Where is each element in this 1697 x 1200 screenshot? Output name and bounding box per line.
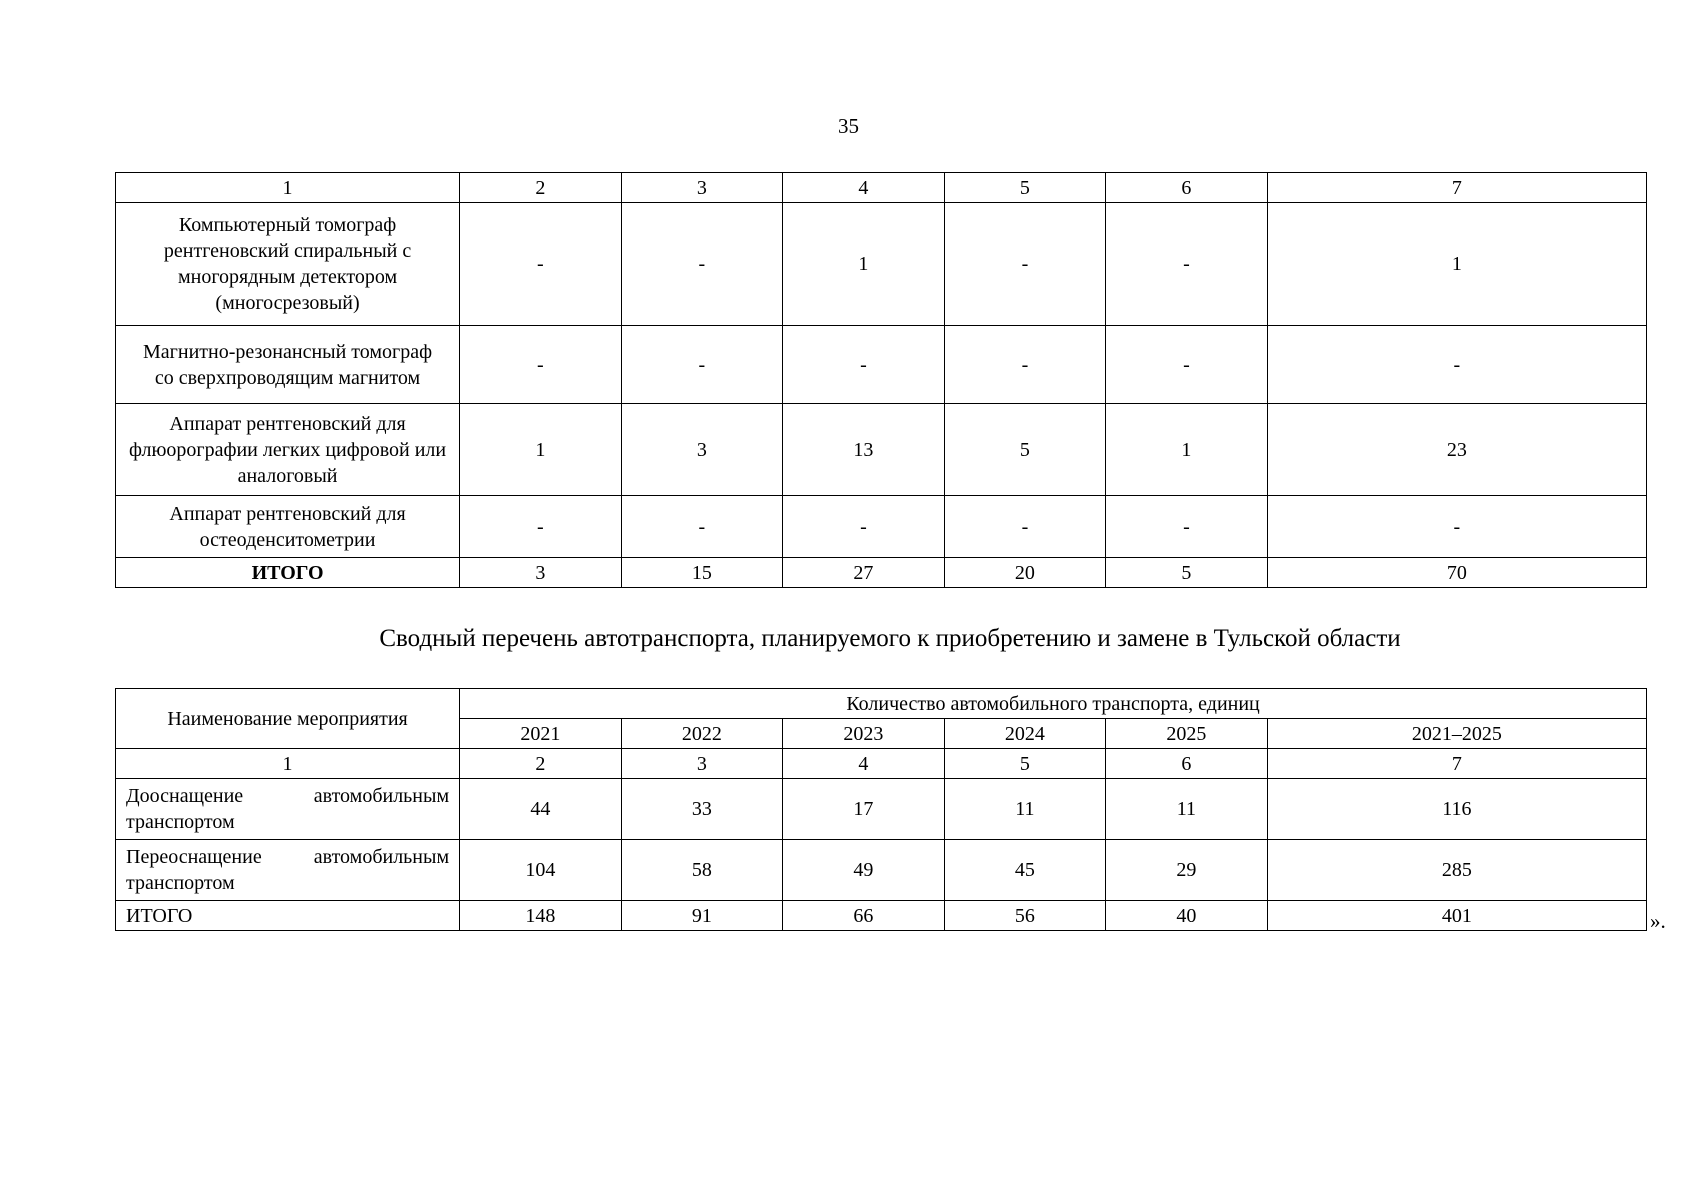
column-number: 2 (460, 749, 622, 779)
total-value: 66 (783, 901, 945, 931)
cell-value: 17 (783, 779, 945, 840)
cell-value: 23 (1267, 404, 1646, 496)
total-value: 27 (783, 558, 945, 588)
page-number: 35 (838, 114, 859, 138)
name-column-header: Наименование мероприятия (116, 689, 460, 749)
column-number: 5 (944, 749, 1106, 779)
table-row (116, 203, 1647, 326)
total-value: 148 (460, 901, 622, 931)
cell-value: 45 (944, 840, 1106, 901)
total-value: 15 (621, 558, 783, 588)
cell-value: - (783, 496, 945, 558)
cell-value: - (1106, 326, 1268, 404)
transport-table (115, 688, 1647, 931)
column-number: 1 (116, 173, 460, 203)
total-value: 56 (944, 901, 1106, 931)
cell-value: 33 (621, 779, 783, 840)
total-value: 401 (1267, 901, 1646, 931)
total-value: 20 (944, 558, 1106, 588)
year-header: 2021 (460, 719, 622, 749)
table-header-row (116, 173, 1647, 203)
row-name: Аппарат рентгеновский для остеоденситометрии (116, 496, 460, 558)
section-title: Сводный перечень автотранспорта, планируемого к приобретению и замене в Тульской области (379, 625, 1401, 652)
cell-value: 11 (944, 779, 1106, 840)
row-name: Переоснащение автомобильным транспортом (116, 840, 460, 901)
column-number: 3 (621, 749, 783, 779)
cell-value: - (783, 326, 945, 404)
cell-value: - (460, 496, 622, 558)
column-number: 7 (1267, 173, 1646, 203)
cell-value: - (1267, 496, 1646, 558)
cell-value: - (944, 496, 1106, 558)
cell-value: 58 (621, 840, 783, 901)
cell-value: - (1106, 203, 1268, 326)
cell-value: - (1267, 326, 1646, 404)
total-value: 40 (1106, 901, 1268, 931)
cell-value: 1 (1106, 404, 1268, 496)
cell-value: - (944, 326, 1106, 404)
total-value: 70 (1267, 558, 1646, 588)
year-header: 2021–2025 (1267, 719, 1646, 749)
cell-value: - (460, 203, 622, 326)
cell-value: 3 (621, 404, 783, 496)
table-header-row (116, 689, 1647, 719)
cell-value: 104 (460, 840, 622, 901)
year-header: 2024 (944, 719, 1106, 749)
table-row (116, 326, 1647, 404)
year-header: 2022 (621, 719, 783, 749)
cell-value: 1 (783, 203, 945, 326)
cell-value: 13 (783, 404, 945, 496)
cell-value: 285 (1267, 840, 1646, 901)
total-value: 91 (621, 901, 783, 931)
equipment-table (115, 172, 1647, 588)
total-value: 3 (460, 558, 622, 588)
column-number: 4 (783, 749, 945, 779)
cell-value: 49 (783, 840, 945, 901)
cell-value: - (944, 203, 1106, 326)
group-column-header: Количество автомобильного транспорта, единиц (460, 689, 1647, 719)
column-number: 3 (621, 173, 783, 203)
closing-quote: ». (1650, 909, 1666, 933)
total-value: 5 (1106, 558, 1268, 588)
cell-value: - (460, 326, 622, 404)
column-number: 1 (116, 749, 460, 779)
table-row (116, 404, 1647, 496)
cell-value: - (621, 203, 783, 326)
year-header: 2025 (1106, 719, 1268, 749)
cell-value: 5 (944, 404, 1106, 496)
total-row (116, 558, 1647, 588)
row-name: Дооснащение автомобильным транспортом (116, 779, 460, 840)
cell-value: - (621, 326, 783, 404)
cell-value: 44 (460, 779, 622, 840)
row-name: Магнитно-резонансный томограф со сверхпроводящим магнитом (116, 326, 460, 404)
table-row (116, 496, 1647, 558)
total-row (116, 901, 1647, 931)
column-number: 7 (1267, 749, 1646, 779)
total-label: ИТОГО (116, 558, 460, 588)
column-number: 2 (460, 173, 622, 203)
cell-value: 29 (1106, 840, 1268, 901)
cell-value: - (1106, 496, 1268, 558)
row-name: Аппарат рентгеновский для флюорографии легких цифровой или аналоговый (116, 404, 460, 496)
cell-value: - (621, 496, 783, 558)
table-row (116, 840, 1647, 901)
column-number: 5 (944, 173, 1106, 203)
year-header: 2023 (783, 719, 945, 749)
cell-value: 1 (1267, 203, 1646, 326)
total-label: ИТОГО (116, 901, 460, 931)
column-number: 4 (783, 173, 945, 203)
cell-value: 11 (1106, 779, 1268, 840)
row-name: Компьютерный томограф рентгеновский спиральный с многорядным детектором (многосрезовый) (116, 203, 460, 326)
column-number: 6 (1106, 749, 1268, 779)
cell-value: 116 (1267, 779, 1646, 840)
table-row (116, 779, 1647, 840)
column-number-row (116, 749, 1647, 779)
cell-value: 1 (460, 404, 622, 496)
column-number: 6 (1106, 173, 1268, 203)
